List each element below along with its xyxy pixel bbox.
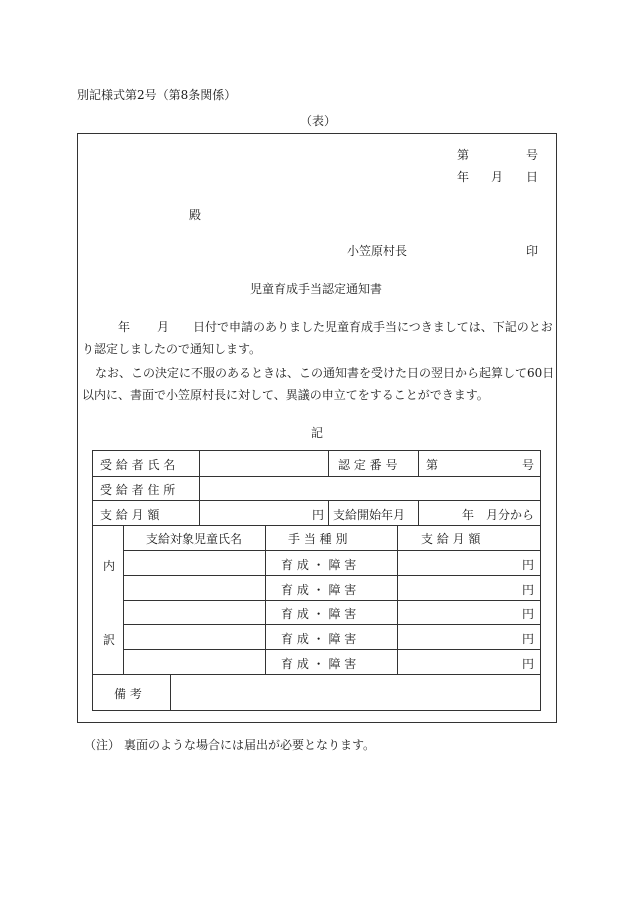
allowance-type: 育 成 ・ 障 害 — [281, 583, 357, 597]
remarks-value[interactable] — [172, 676, 539, 709]
row-yen: 円 — [522, 632, 535, 646]
allowance-type: 育 成 ・ 障 害 — [281, 558, 357, 572]
row-yen: 円 — [522, 607, 535, 621]
note-text: 裏面のような場合には届出が必要となります。 — [124, 738, 376, 752]
body-month: 月 — [157, 320, 170, 334]
doc-number-prefix: 第 — [457, 148, 470, 162]
row-yen: 円 — [522, 583, 535, 597]
body-p2-line2: 以内に、書面で小笠原村長に対して、異議の申立てをすることができます。 — [82, 388, 489, 402]
row-yen: 円 — [522, 657, 535, 671]
note-prefix: （注） — [84, 738, 121, 752]
recipient-address-value[interactable] — [201, 478, 539, 499]
body-p1-rest: 日付で申請のありました児童育成手当につきましては、下記のとお — [193, 320, 553, 334]
recipient-address-label: 受 給 者 住 所 — [100, 483, 176, 497]
row-yen: 円 — [522, 558, 535, 572]
body-p2-line1: なお、この決定に不服のあるときは、この通知書を受けた日の翌日から起算して60日 — [95, 366, 555, 380]
date-year: 年 — [457, 170, 470, 184]
cert-number-prefix: 第 — [426, 458, 439, 472]
amount-header: 支 給 月 額 — [421, 532, 481, 546]
allowance-type: 育 成 ・ 障 害 — [281, 632, 357, 646]
ki-label: 記 — [311, 426, 324, 440]
side-label: （表） — [300, 114, 337, 128]
breakdown-label-bottom: 訳 — [103, 633, 116, 647]
form-header: 別記様式第2号（第8条関係） — [77, 88, 237, 102]
start-month-value: 年 月分から — [462, 508, 535, 522]
document-title: 児童育成手当認定通知書 — [250, 282, 383, 296]
recipient-name-value[interactable] — [201, 452, 327, 475]
body-year: 年 — [118, 320, 131, 334]
remarks-label: 備 考 — [114, 687, 142, 701]
doc-number-suffix: 号 — [526, 148, 539, 162]
allowance-type: 育 成 ・ 障 害 — [281, 607, 357, 621]
addressee-suffix: 殿 — [189, 208, 202, 222]
allowance-type-header: 手 当 種 別 — [288, 532, 348, 546]
issuer-name: 小笠原村長 — [347, 244, 408, 258]
monthly-amount-yen: 円 — [312, 508, 325, 522]
child-name-header: 支給対象児童氏名 — [146, 532, 243, 546]
cert-number-suffix: 号 — [522, 458, 535, 472]
allowance-type: 育 成 ・ 障 害 — [281, 657, 357, 671]
monthly-amount-label: 支 給 月 額 — [100, 508, 160, 522]
breakdown-label-top: 内 — [103, 559, 116, 573]
issuer-seal: 印 — [526, 244, 539, 258]
cert-number-label: 認 定 番 号 — [338, 458, 398, 472]
recipient-name-label: 受 給 者 氏 名 — [100, 458, 176, 472]
date-day: 日 — [526, 170, 539, 184]
start-month-label: 支給開始年月 — [333, 508, 406, 522]
date-month: 月 — [491, 170, 504, 184]
body-p1-line2: り認定しましたので通知します。 — [82, 342, 262, 356]
